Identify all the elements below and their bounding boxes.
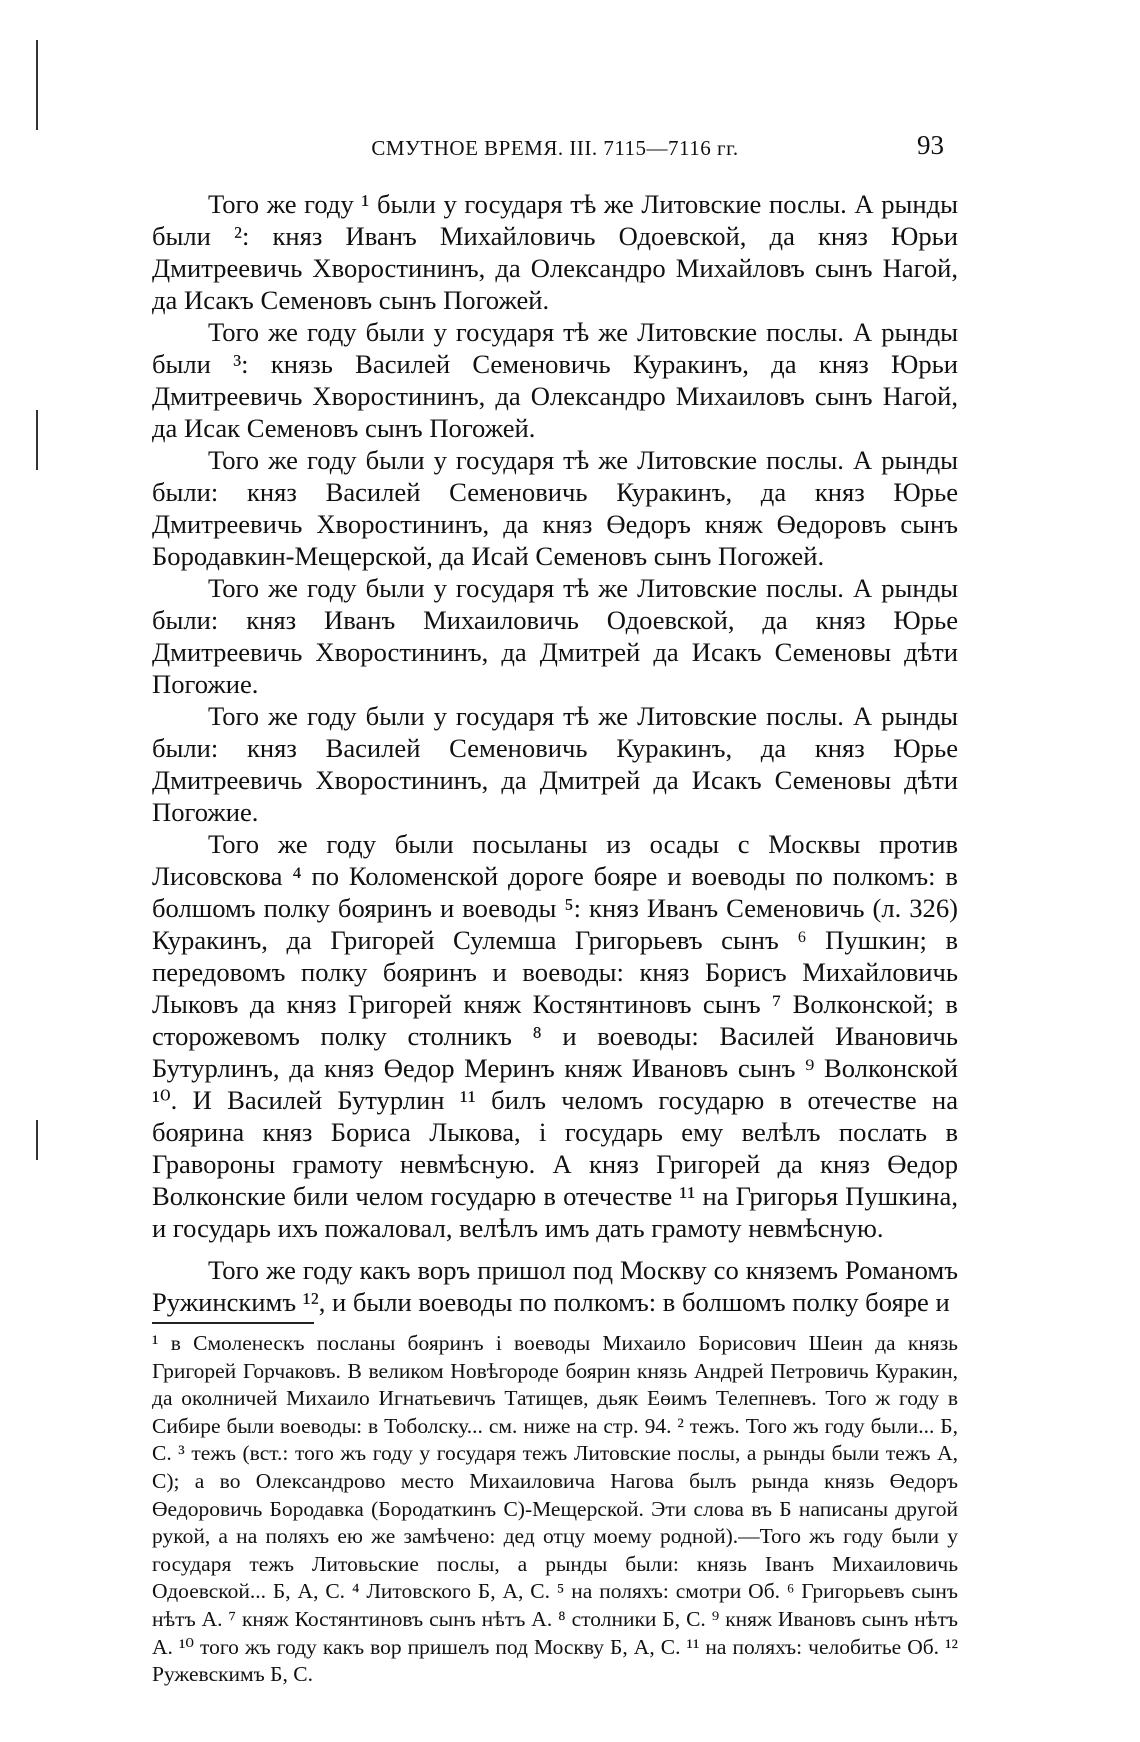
page-header (152, 128, 958, 168)
paragraph: Того же году были посыланы из осады с Москвы против Лисовскова ⁴ по Коломенской дороге бояре и воеводы по полкомъ: в болшомъ полку бояринъ и воеводы ⁵: княз Иванъ Семеновичь (л. 326) Куракинъ, да Григорей Сулемша Григорьевъ сынъ ⁶ Пушкин; в передовомъ полку бояринъ и воеводы: княз Борисъ Михайловичь Лыковъ да княз Григорей княж Костянтиновъ сынъ ⁷ Волконской; в сторожевомъ полку столникъ ⁸ и воеводы: Василей Ивановичь Бутурлинъ, да княз Өедор Меринъ княж Ивановъ сынъ ⁹ Волконской ¹⁰. И Василей Бутурлин ¹¹ билъ челомъ государю в отечестве на боярина княз Бориса Лыкова, і государь ему велѣлъ послать в Гравороны грамоту невмѣсную. А княз Григорей да княз Өедор Волконские били челом государю в отечестве ¹¹ на Григорья Пушкина, и государь ихъ пожаловал, велѣлъ имъ дать грамоту невмѣсную. (152, 829, 958, 1243)
footnote-text: ¹ в Смоленескъ посланы бояринъ і воеводы Михаило Борисович Шеин да князь Григорей Горчаковъ. В великом Новѣгороде боярин князь Андрей Петровичь Куракин, да околничей Михаило Игнатьевичъ Татищев, дьяк Еөимъ Телепневъ. Того ж году в Сибире были воеводы: в Тоболску... см. ниже на стр. 94. ² тежъ. Того жъ году были... Б, С. ³ тежъ (вст.: того жъ году у государя тежъ Литовские послы, а рынды были тежъ А, С); а во Олександрово место Михаиловича Нагова былъ рында князь Өедоръ Өедоровичь Бородавка (Бородаткинъ С)-Мещерской. Эти слова въ Б написаны другой рукой, а на поляхъ ею же замѣчено: дед отцу моему родной).—Того жъ году были у государя тежъ Литовьские послы, а рынды были: князь Іванъ Михаиловичь Одоевской... Б, А, С. ⁴ Литовского Б, А, С. ⁵ на поляхъ: смотри Об. ⁶ Григорьевъ сынъ нѣтъ А. ⁷ княж Костянтиновъ сынъ нѣтъ А. ⁸ столники Б, С. ⁹ княж Ивановъ сынъ нѣтъ А. ¹⁰ того жъ году какъ вор пришелъ под Москву Б, А, С. ¹¹ на поляхъ: челобитье Об. ¹² Ружевскимъ Б, С. (152, 1331, 958, 1687)
paragraph: Того же году были у государя тѣ же Литовские послы. А рынды были: княз Василей Семеновичь Куракинъ, да княз Юрье Дмитреевичь Хворостининъ, да Дмитрей да Исакъ Семеновы дѣти Погожие. (152, 701, 958, 827)
running-title: СМУТНОЕ ВРЕМЯ. III. 7115—7116 гг. (371, 136, 739, 160)
paragraph: Того же году какъ воръ пришол под Москву со княземъ Романомъ Ружинскимъ ¹², и были воеводы по полкомъ: в болшомъ полку бояре и (152, 1255, 958, 1317)
footnotes (152, 1330, 958, 1689)
paragraph: Того же году ¹ были у государя тѣ же Литовские послы. А рынды были ²: княз Иванъ Михайловичь Одоевской, да княз Юрьи Дмитреевичь Хворостининъ, да Олександро Михайловъ сынъ Нагой, да Исакъ Семеновъ сынъ Погожей. (152, 189, 958, 315)
paragraph: Того же году были у государя тѣ же Литовские послы. А рынды были ³: князь Василей Семеновичь Куракинъ, да княз Юрьи Дмитреевичь Хворостининъ, да Олександро Михаиловъ сынъ Нагой, да Исак Семеновъ сынъ Погожей. (152, 317, 958, 443)
book-page (152, 128, 958, 1689)
main-text (152, 188, 958, 1318)
left-edge-line (36, 40, 38, 130)
page-number: 93 (917, 130, 944, 160)
left-edge-line (36, 1120, 38, 1160)
footnote-divider (152, 1322, 314, 1324)
paragraph: Того же году были у государя тѣ же Литовские послы. А рынды были: княз Иванъ Михаиловичь Одоевской, да княз Юрье Дмитреевичь Хворостининъ, да Дмитрей да Исакъ Семеновы дѣти Погожие. (152, 573, 958, 699)
paragraph: Того же году были у государя тѣ же Литовские послы. А рынды были: княз Василей Семеновичь Куракинъ, да княз Юрье Дмитреевичь Хворостининъ, да княз Өедоръ княж Өедоровъ сынъ Бородавкин-Мещерской, да Исай Семеновъ сынъ Погожей. (152, 445, 958, 571)
left-edge-line (36, 410, 38, 470)
